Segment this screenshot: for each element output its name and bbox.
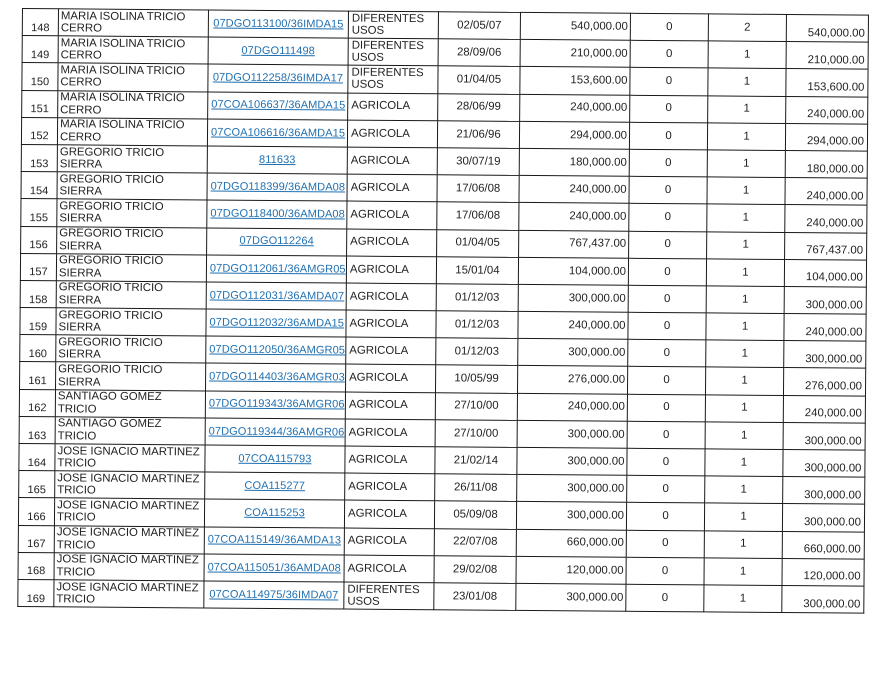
table-row [18,579,864,613]
volume-amount: 120,000.00 [516,556,626,584]
use-type: AGRICOLA [348,93,438,121]
zero-value: 0 [626,557,704,585]
count-value: 1 [708,41,786,69]
title-cell [207,146,347,174]
use-type: AGRICOLA [346,256,436,284]
count-value: 1 [705,422,783,450]
registration-date: 28/06/99 [438,93,520,121]
registration-date: 27/10/00 [435,392,517,420]
title-number-link[interactable]: 07DGO112032/36AMDA15 [209,316,345,330]
title-number-link[interactable]: 07COA106616/36AMDA15 [210,126,346,140]
volume-amount: 240,000.00 [519,203,629,231]
holder-name: GREGORIO TRICIO SIERRA [56,308,206,336]
title-cell [205,418,345,446]
use-type: AGRICOLA [344,528,434,556]
registration-date: 01/12/03 [436,311,518,339]
holder-name: GREGORIO TRICIO SIERRA [57,145,207,173]
registration-date: 22/07/08 [434,528,516,556]
volume-amount: 240,000.00 [520,94,630,122]
volume-amount: 300,000.00 [517,420,627,448]
scanned-sheet [17,8,868,614]
row-number: 150 [22,63,58,90]
zero-value: 0 [628,285,706,313]
row-number: 161 [20,362,56,389]
row-number: 167 [18,525,54,552]
holder-name: JOSE IGNACIO MARTINEZ TRICIO [55,444,205,472]
title-cell [206,282,346,310]
count-value: 1 [707,231,785,259]
use-type: DIFERENTES USOS [348,11,438,39]
zero-value: 0 [630,68,708,96]
use-type: AGRICOLA [345,392,435,420]
total-amount: 240,000.00 [786,96,868,124]
registration-date: 01/12/03 [436,284,518,312]
volume-amount: 210,000.00 [520,40,630,68]
row-number: 169 [18,579,54,606]
title-number-link[interactable]: 07DGO112061/36AMGR05 [209,262,346,276]
row-number: 165 [19,471,55,498]
registration-date: 26/11/08 [435,474,517,502]
table-body [18,9,869,614]
count-value: 1 [707,204,785,232]
holder-name: MARIA ISOLINA TRICIO CERRO [57,118,207,146]
volume-amount: 300,000.00 [518,339,628,367]
count-value: 1 [707,177,785,205]
holder-name: GREGORIO TRICIO SIERRA [56,362,206,390]
total-amount: 540,000.00 [786,15,868,43]
volume-amount: 767,437.00 [519,230,629,258]
count-value: 2 [708,14,786,42]
zero-value: 0 [629,204,707,232]
holder-name: SANTIAGO GOMEZ TRICIO [55,417,205,445]
use-type: AGRICOLA [347,174,437,202]
use-type: AGRICOLA [347,229,437,257]
registration-date: 27/10/00 [435,420,517,448]
holder-name: JOSE IGNACIO MARTINEZ TRICIO [55,471,205,499]
volume-amount: 180,000.00 [519,148,629,176]
total-amount: 300,000.00 [782,504,864,532]
row-number: 160 [20,335,56,362]
title-number-link[interactable]: 07DGO118400/36AMDA08 [210,207,345,221]
holder-name: JOSE IGNACIO MARTINEZ TRICIO [54,553,204,581]
use-type: AGRICOLA [344,555,434,583]
title-cell [204,554,344,582]
row-number: 149 [22,36,58,63]
total-amount: 210,000.00 [786,42,868,70]
count-value: 1 [705,476,783,504]
volume-amount: 300,000.00 [516,583,626,611]
zero-value: 0 [626,584,704,612]
holder-name: MARIA ISOLINA TRICIO CERRO [58,36,208,64]
title-number-link[interactable]: 07DGO112264 [239,235,314,248]
zero-value: 0 [630,13,708,41]
total-amount: 240,000.00 [783,395,865,423]
title-number-link[interactable]: 07DGO112258/36IMDA17 [212,71,344,85]
count-value: 1 [707,150,785,178]
registration-date: 23/01/08 [434,583,516,611]
volume-amount: 540,000.00 [520,12,630,40]
total-amount: 240,000.00 [784,314,866,342]
use-type: AGRICOLA [347,201,437,229]
holder-name: JOSE IGNACIO MARTINEZ TRICIO [54,580,204,608]
zero-value: 0 [628,340,706,368]
row-number: 156 [21,226,57,253]
registration-date: 02/05/07 [438,12,520,40]
title-number-link[interactable]: 07COA115149/36AMDA13 [207,533,342,547]
zero-value: 0 [630,95,708,123]
zero-value: 0 [627,394,705,422]
title-number-link[interactable]: 07COA106637/36AMDA15 [211,98,346,112]
count-value: 1 [704,558,782,586]
total-amount: 240,000.00 [785,205,867,233]
volume-amount: 240,000.00 [519,176,629,204]
total-amount: 300,000.00 [783,449,865,477]
holder-name: GREGORIO TRICIO SIERRA [56,253,206,281]
total-amount: 276,000.00 [783,368,865,396]
title-number-link[interactable]: 07DGO112050/36AMGR05 [209,343,346,357]
registration-date: 21/02/14 [435,447,517,475]
holder-name: MARIA ISOLINA TRICIO CERRO [58,63,208,91]
use-type: DIFERENTES USOS [348,65,438,93]
zero-value: 0 [626,530,704,558]
total-amount: 300,000.00 [784,286,866,314]
zero-value: 0 [627,421,705,449]
volume-amount: 300,000.00 [517,447,627,475]
title-cell [206,309,346,337]
zero-value: 0 [629,122,707,150]
title-cell [208,92,348,120]
count-value: 1 [708,68,786,96]
zero-value: 0 [627,475,705,503]
use-type: AGRICOLA [346,310,436,338]
title-number-link[interactable]: COA115277 [244,479,306,493]
registration-date: 21/06/96 [437,121,519,149]
row-number: 168 [18,552,54,579]
use-type: AGRICOLA [347,120,437,148]
registration-date: 28/09/06 [438,39,520,67]
total-amount: 660,000.00 [782,531,864,559]
registration-date: 01/04/05 [437,229,519,257]
use-type: AGRICOLA [345,419,435,447]
count-value: 1 [705,395,783,423]
row-number: 162 [19,389,55,416]
title-number-link[interactable]: 07DGO119343/36AMGR06 [208,397,345,412]
total-amount: 180,000.00 [785,150,867,178]
title-number-link[interactable]: 07DGO118399/36AMDA08 [210,180,346,194]
use-type: DIFERENTES USOS [344,582,434,610]
row-number: 152 [21,117,57,144]
registration-date: 17/06/08 [437,202,519,230]
volume-amount: 660,000.00 [516,529,626,557]
title-number-link[interactable]: COA115253 [244,506,305,520]
total-amount: 104,000.00 [784,259,866,287]
use-type: DIFERENTES USOS [348,38,438,66]
row-number: 153 [21,144,57,171]
volume-amount: 240,000.00 [517,393,627,421]
zero-value: 0 [630,40,708,68]
volume-amount: 276,000.00 [517,366,627,394]
total-amount: 240,000.00 [785,178,867,206]
use-type: AGRICOLA [347,147,437,175]
title-number-link[interactable]: 07DGO119344/36AMGR06 [208,425,345,439]
row-number: 154 [21,172,57,199]
title-cell [207,200,347,228]
volume-amount: 153,600.00 [520,67,630,95]
zero-value: 0 [626,503,704,531]
volume-amount: 300,000.00 [516,502,626,530]
title-number-link[interactable]: 07COA114975/36IMDA07 [209,588,339,602]
title-cell [205,445,345,473]
holder-name: GREGORIO TRICIO SIERRA [57,226,207,254]
count-value: 1 [705,367,783,395]
title-number-link[interactable]: 07COA115793 [238,452,312,466]
registration-date: 29/02/08 [434,556,516,584]
title-cell [205,472,345,500]
title-cell [206,363,346,391]
count-value: 1 [708,95,786,123]
registration-date: 30/07/19 [437,148,519,176]
use-type: AGRICOLA [346,283,436,311]
zero-value: 0 [629,176,707,204]
zero-value: 0 [627,367,705,395]
row-number: 166 [18,498,54,525]
title-cell [207,227,347,255]
count-value: 1 [706,340,784,368]
count-value: 1 [704,530,782,558]
title-cell [208,37,348,65]
row-number: 159 [20,308,56,335]
title-cell [208,64,348,92]
registration-date: 01/12/03 [436,338,518,366]
count-value: 1 [704,585,782,613]
total-amount: 300,000.00 [783,422,865,450]
volume-amount: 104,000.00 [518,257,628,285]
registration-date: 01/04/05 [438,66,520,94]
row-number: 158 [20,280,56,307]
volume-amount: 294,000.00 [519,121,629,149]
use-type: AGRICOLA [345,364,435,392]
use-type: AGRICOLA [345,446,435,474]
title-number-link[interactable]: 07DGO113100/36IMDA15 [213,17,344,31]
holder-name: GREGORIO TRICIO SIERRA [56,335,206,363]
row-number: 155 [21,199,57,226]
total-amount: 767,437.00 [785,232,867,260]
title-number-link[interactable]: 07DGO114403/36AMGR03 [209,370,345,384]
total-amount: 120,000.00 [782,558,864,586]
title-cell [207,173,347,201]
volume-amount: 300,000.00 [517,475,627,503]
use-type: AGRICOLA [346,337,436,365]
registration-date: 05/09/08 [434,501,516,529]
title-number-link[interactable]: 07DGO111498 [241,44,315,58]
water-title-table [17,8,869,614]
holder-name: MARIA ISOLINA TRICIO CERRO [58,90,208,118]
title-number-link[interactable]: 07DGO112031/36AMDA07 [209,289,345,303]
total-amount: 300,000.00 [784,341,866,369]
total-amount: 153,600.00 [786,69,868,97]
row-number: 151 [22,90,58,117]
title-cell [204,527,344,555]
count-value: 1 [706,259,784,287]
total-amount: 294,000.00 [785,123,867,151]
holder-name: GREGORIO TRICIO SIERRA [56,281,206,309]
use-type: AGRICOLA [345,473,435,501]
title-cell [206,336,346,364]
title-cell [204,581,344,609]
zero-value: 0 [629,149,707,177]
count-value: 1 [706,286,784,314]
row-number: 157 [20,253,56,280]
zero-value: 0 [627,448,705,476]
title-number-link[interactable]: 811633 [259,153,296,166]
volume-amount: 240,000.00 [518,311,628,339]
holder-name: SANTIAGO GOMEZ TRICIO [55,389,205,417]
use-type: AGRICOLA [344,500,434,528]
holder-name: GREGORIO TRICIO SIERRA [57,199,207,227]
row-number: 148 [22,9,58,36]
row-number: 164 [19,443,55,470]
holder-name: MARIA ISOLINA TRICIO CERRO [58,9,208,37]
holder-name: JOSE IGNACIO MARTINEZ TRICIO [54,525,204,553]
total-amount: 300,000.00 [782,585,864,613]
registration-date: 17/06/08 [437,175,519,203]
count-value: 1 [704,503,782,531]
title-cell [206,255,346,283]
registration-date: 10/05/99 [435,365,517,393]
title-cell [208,10,348,38]
holder-name: JOSE IGNACIO MARTINEZ TRICIO [54,498,204,526]
zero-value: 0 [629,231,707,259]
total-amount: 300,000.00 [783,477,865,505]
row-number: 163 [19,416,55,443]
zero-value: 0 [628,312,706,340]
volume-amount: 300,000.00 [518,284,628,312]
zero-value: 0 [628,258,706,286]
count-value: 1 [707,123,785,151]
title-number-link[interactable]: 07COA115051/36AMDA08 [207,561,341,575]
title-cell [205,391,345,419]
title-cell [204,499,344,527]
count-value: 1 [706,313,784,341]
title-cell [207,119,347,147]
registration-date: 15/01/04 [436,256,518,284]
holder-name: GREGORIO TRICIO SIERRA [57,172,207,200]
count-value: 1 [705,449,783,477]
